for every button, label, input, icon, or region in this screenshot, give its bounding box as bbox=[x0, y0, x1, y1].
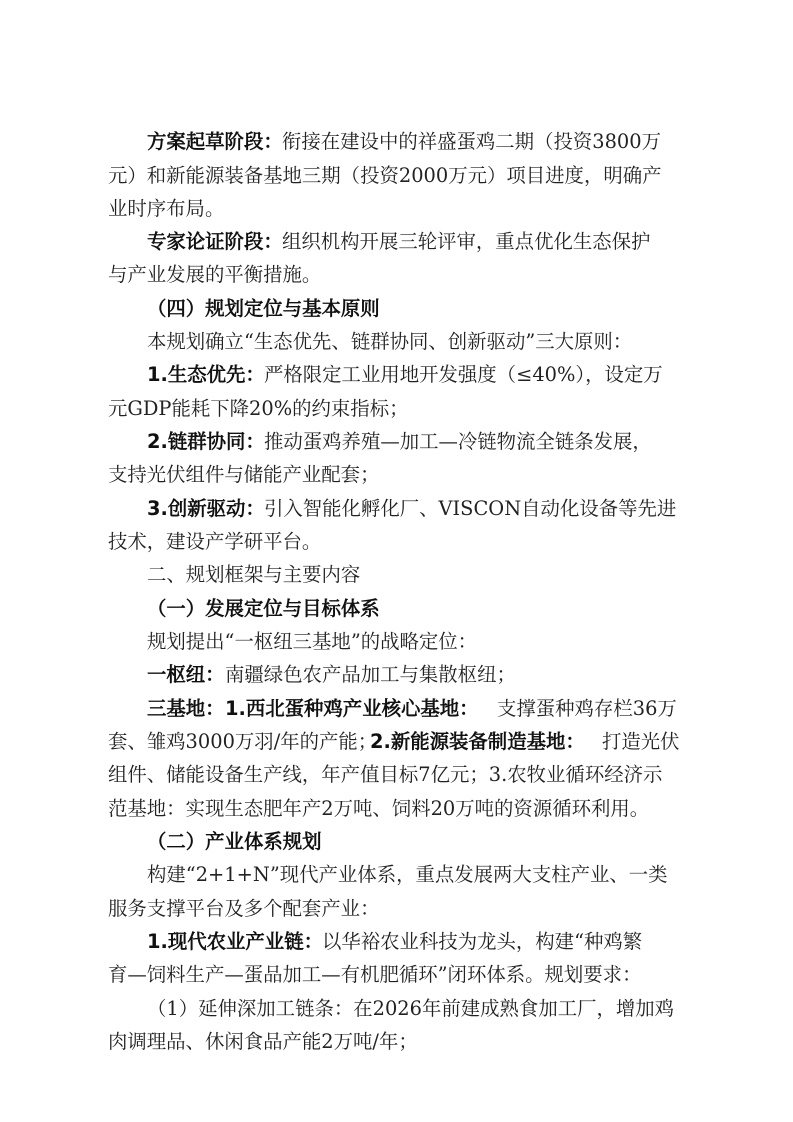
heading-text: （四）规划定位与基本原则 bbox=[147, 297, 380, 320]
label-energy-base: 2.新能源装备制造基地： bbox=[370, 730, 585, 753]
paragraph-text: 元GDP能耗下降20%的约束指标； bbox=[108, 397, 409, 420]
paragraph-text: 推动蛋鸡养殖—加工—冷链物流全链条发展， bbox=[264, 430, 652, 453]
paragraph-text: （1）延伸深加工链条：在2026年前建成熟食加工厂，增加鸡 bbox=[147, 997, 675, 1020]
paragraph-text: 组织机构开展三轮评审，重点优化生态保护 bbox=[282, 230, 651, 253]
paragraph-text: 支持光伏组件与储能产业配套； bbox=[108, 463, 380, 486]
paragraph-text: 严格限定工业用地开发强度（≤40%），设定万 bbox=[264, 363, 663, 386]
paragraph-text: 育—饲料生产—蛋品加工—有机肥循环”闭环体系。规划要求： bbox=[108, 963, 642, 986]
paragraph-text: 构建“2+1+N”现代产业体系，重点发展两大支柱产业、一类 bbox=[147, 863, 668, 886]
paragraph-text: 本规划确立“生态优先、链群协同、创新驱动”三大原则： bbox=[147, 330, 633, 353]
heading-text: 二、规划框架与主要内容 bbox=[147, 563, 361, 586]
paragraph-text: 套、雏鸡3000万羽/年的产能； bbox=[108, 730, 378, 753]
paragraph-text: 规划提出“一枢纽三基地”的战略定位： bbox=[147, 630, 478, 653]
label-ecology-first: 1.生态优先： bbox=[147, 363, 265, 386]
paragraph-text: 打造光伏 bbox=[602, 730, 680, 753]
paragraph-text: 业时序布局。 bbox=[108, 197, 225, 220]
label-expert-review: 专家论证阶段： bbox=[147, 230, 283, 253]
paragraph-text: 服务支撑平台及多个配套产业： bbox=[108, 897, 380, 920]
label-drafting-stage: 方案起草阶段： bbox=[147, 130, 283, 153]
paragraph-text: 衔接在建设中的祥盛蛋鸡二期（投资3800万 bbox=[282, 130, 661, 153]
paragraph-text: 南疆绿色农产品加工与集散枢纽； bbox=[225, 663, 516, 686]
label-modern-agriculture: 1.现代农业产业链： bbox=[147, 930, 323, 953]
paragraph-text: 范基地：实现生态肥年产2万吨、饲料20万吨的资源循环利用。 bbox=[108, 797, 650, 820]
label-chain-synergy: 2.链群协同： bbox=[147, 430, 265, 453]
paragraph-text: 以华裕农业科技为龙头，构建“种鸡繁 bbox=[322, 930, 643, 953]
label-hub: 一枢纽： bbox=[147, 663, 225, 686]
label-three-bases: 三基地： bbox=[147, 697, 225, 720]
paragraph-text: 技术，建设产学研平台。 bbox=[108, 530, 322, 553]
paragraph-text: 引入智能化孵化厂、VISCON自动化设备等先进 bbox=[264, 497, 677, 520]
heading-text: （二）产业体系规划 bbox=[147, 830, 322, 853]
label-innovation: 3.创新驱动： bbox=[147, 497, 265, 520]
paragraph-text: 组件、储能设备生产线，年产值目标7亿元；3.农牧业循环经济示 bbox=[108, 763, 663, 786]
paragraph-text: 元）和新能源装备基地三期（投资2000万元）项目进度，明确产 bbox=[108, 164, 662, 187]
paragraph-text: 肉调理品、休闲食品产能2万吨/年； bbox=[108, 1030, 418, 1053]
paragraph-text: 与产业发展的平衡措施。 bbox=[108, 263, 322, 286]
heading-text: （一）发展定位与目标体系 bbox=[147, 597, 380, 620]
label-breeding-base: 1.西北蛋种鸡产业核心基地： bbox=[225, 697, 479, 720]
paragraph-text: 支撑蛋种鸡存栏36万 bbox=[497, 697, 677, 720]
